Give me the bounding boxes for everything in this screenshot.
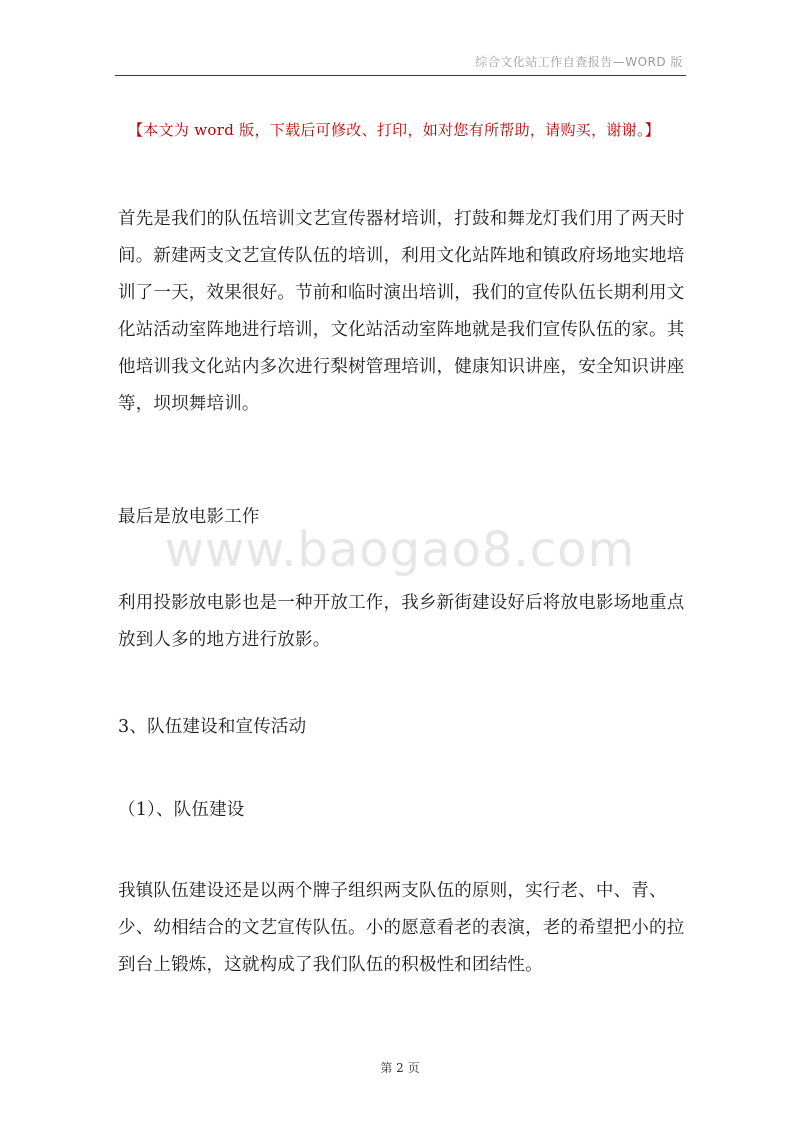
paragraph-movie-detail: 利用投影放电影也是一种开放工作，我乡新街建设好后将放电影场地重点放到人多的地方进行放影。 <box>118 593 685 650</box>
header-divider <box>115 75 686 76</box>
page-number: 第 2 页 <box>380 1061 420 1075</box>
section-heading-team: 3、队伍建设和宣传活动 <box>118 717 307 737</box>
paragraph-team-building: 我镇队伍建设还是以两个牌子组织两支队伍的原则，实行老、中、青、少、幼相结合的文艺宣传队伍。小的愿意看老的表演，老的希望把小的拉到台上锻炼，这就构成了我们队伍的积极性和团结性。 <box>118 881 685 975</box>
header-title: 综合文化站工作自查报告—WORD 版 <box>475 55 683 69</box>
purchase-notice: 【本文为 word 版，下载后可修改、打印，如对您有所帮助，请购买，谢谢。】 <box>128 121 661 139</box>
paragraph-movie-heading: 最后是放电影工作 <box>118 507 260 527</box>
paragraph-training: 首先是我们的队伍培训文艺宣传器材培训，打鼓和舞龙灯我们用了两天时间。新建两支文艺宣传队伍的培训，利用文化站阵地和镇政府场地实地培训了一天，效果很好。节前和临时演出培训，我们的宣传队伍长期利用文化站活动室阵地进行培训，文化站活动室阵地就是我们宣传队伍的家。其他培训我文化站内多次进行梨树管理培训，健康知识讲座，安全知识讲座等，坝坝舞培训。 <box>118 209 685 414</box>
subsection-heading-team-building: （1）、队伍建设 <box>118 800 245 820</box>
watermark: www.baogao8.com <box>164 522 636 578</box>
